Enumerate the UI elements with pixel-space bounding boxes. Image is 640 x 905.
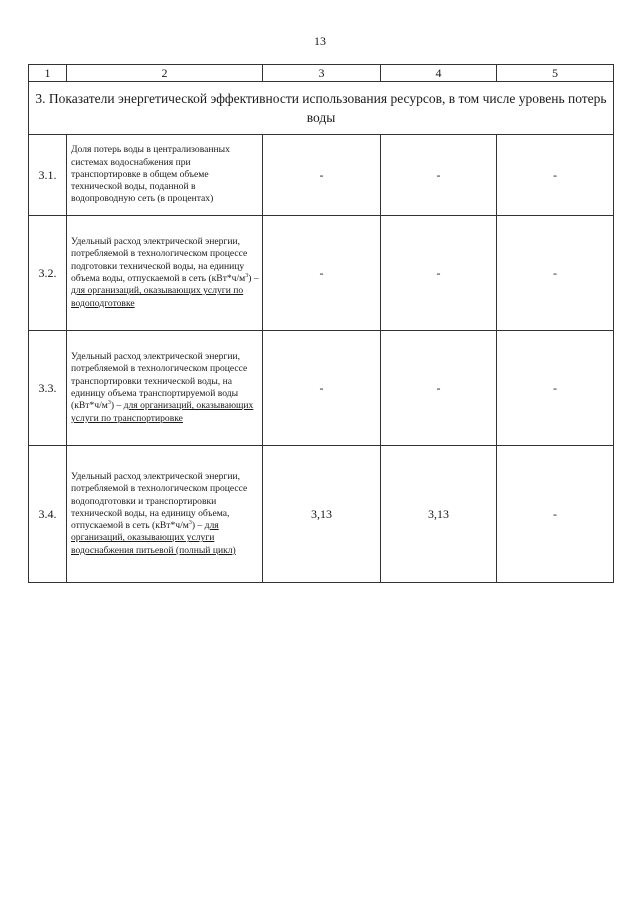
- section-title: 3. Показатели энергетической эффективности использования ресурсов, в том числе уровень потерь воды: [29, 82, 614, 135]
- desc-text: ) –: [248, 273, 259, 284]
- desc-text: Удельный расход электрической энергии, потребляемой в технологическом процессе подготовки технической воды, на единицу объема воды, отпускаемой в сеть (кВт*ч/м: [71, 236, 248, 284]
- desc-underlined: для организаций, оказывающих услуги по водоподготовке: [71, 285, 244, 309]
- superscript: 3: [188, 519, 192, 526]
- desc-text: ) –: [110, 400, 124, 412]
- col-header-5: 5: [497, 65, 614, 82]
- value-col-3: 3,13: [263, 446, 381, 583]
- desc-text: Удельный расход электрической энергии, потребляемой в технологическом процессе транспортировки технической воды, на единицу объема транспортируемой воды (кВт*ч/м: [71, 351, 248, 412]
- table-row: [29, 216, 614, 331]
- desc-text: ) –: [191, 520, 205, 532]
- row-description: [67, 216, 263, 331]
- row-description: Доля потерь воды в централизованных системах водоснабжения при транспортировке в общем объеме технической воды, поданной в водопроводную сеть (в процентах): [67, 135, 263, 216]
- row-number: 3.1.: [29, 135, 67, 216]
- value-col-4: -: [381, 331, 497, 446]
- value-col-4: 3,13: [381, 446, 497, 583]
- superscript: 3: [245, 272, 249, 279]
- column-number-header: [29, 65, 614, 82]
- col-header-2: 2: [67, 65, 263, 82]
- superscript: 3: [107, 400, 111, 407]
- value-col-4: -: [381, 216, 497, 331]
- row-number: 3.2.: [29, 216, 67, 331]
- indicators-table: [28, 64, 614, 583]
- value-col-5: -: [497, 331, 614, 446]
- value-col-3: -: [263, 135, 381, 216]
- page-number: 13: [314, 34, 326, 48]
- desc-text: Удельный расход электрической энергии, потребляемой в технологическом процессе водоподготовки и транспортировки технической воды, на единицу объема, отпускаемой в сеть (кВт*ч/м: [71, 470, 248, 532]
- row-description: [67, 446, 263, 583]
- table-row: [29, 331, 614, 446]
- section-title-row: [29, 82, 614, 135]
- desc-underlined: для организаций, оказывающих услуги по транспортировке: [71, 400, 254, 424]
- row-description: [67, 331, 263, 446]
- col-header-1: 1: [29, 65, 67, 82]
- value-col-5: -: [497, 135, 614, 216]
- row-number: 3.4.: [29, 446, 67, 583]
- value-col-3: -: [263, 216, 381, 331]
- row-number: 3.3.: [29, 331, 67, 446]
- col-header-4: 4: [381, 65, 497, 82]
- desc-underlined: для организаций, оказывающих услуги водоснабжения питьевой (полный цикл): [71, 520, 236, 556]
- col-header-3: 3: [263, 65, 381, 82]
- table-row: [29, 446, 614, 583]
- table-row: [29, 135, 614, 216]
- value-col-5: -: [497, 446, 614, 583]
- value-col-4: -: [381, 135, 497, 216]
- value-col-3: -: [263, 331, 381, 446]
- value-col-5: -: [497, 216, 614, 331]
